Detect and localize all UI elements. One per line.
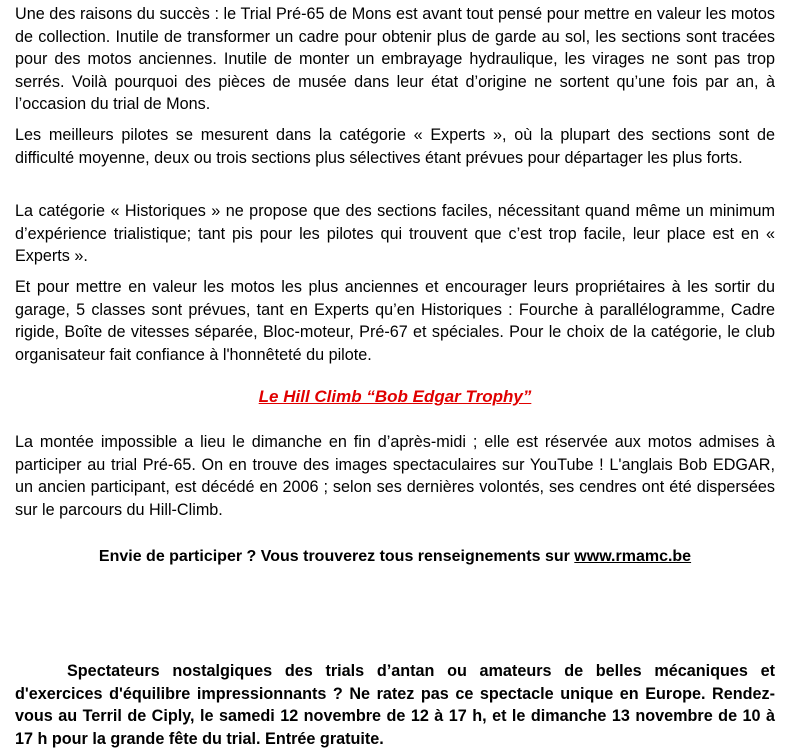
participation-call-to-action [0,548,790,566]
section-heading-hill-climb: Le Hill Climb “Bob Edgar Trophy” [258,387,532,406]
paragraph-success-reasons: Une des raisons du succès : le Trial Pré-65 de Mons est avant tout pensé pour mettre en valeur les motos de collection. Inutile de transformer un cadre pour obtenir plus de garde au sol, les sections sont tracées pour des motos anciennes. Inutile de monter un embrayage hydraulique, les virages ne sont pas trop serrés. Voilà pourquoi des pièces de musée dans leur état d’origine ne sortent qu’une fois par an, à l’occasion du trial de Mons. [15,5,775,113]
website-link[interactable]: www.rmamc.be [574,548,692,565]
paragraph-hill-climb: La montée impossible a lieu le dimanche en fin d’après-midi ; elle est réservée aux motos admises à participer au trial Pré-65. On en trouve des images spectaculaires sur YouTube ! L'anglais Bob EDGAR, un ancien participant, est décédé en 2006 ; selon ses dernières volontés, ses cendres ont été dispersées sur le parcours du Hill-Climb. [15,433,775,519]
cta-text: Envie de participer ? Vous trouverez tous renseignements sur [98,548,575,565]
paragraph-experts-category: Les meilleurs pilotes se mesurent dans la catégorie « Experts », où la plupart des sections sont de difficulté moyenne, deux ou trois sections plus sélectives étant prévues pour départager les plus forts. [15,126,775,167]
spectators-text: Spectateurs nostalgiques des trials d’antan ou amateurs de belles mécaniques et d'exercices d'équilibre impressionnants ? Ne ratez pas ce spectacle unique en Europe. Rendez-vous au Terril de Ciply, le samedi 12 novembre de 12 à 17 h, et le dimanche 13 novembre de 10 à 17 h pour la grande fête du trial. Entrée gratuite. [15,662,775,748]
spectators-paragraph [15,660,775,750]
paragraph-historiques-category: La catégorie « Historiques » ne propose que des sections faciles, nécessitant quand même un minimum d’expérience trialistique; tant pis pour les pilotes qui trouvent que c’est trop facile, leur place est en « Experts ». [15,202,775,265]
paragraph-classes: Et pour mettre en valeur les motos les plus anciennes et encourager leurs propriétaires à les sortir du garage, 5 classes sont prévues, tant en Experts qu’en Historiques : Fourche à parallélogramme, Cadre rigide, Boîte de vitesses séparée, Bloc-moteur, Pré-67 et spéciales. Pour le choix de la catégorie, le club organisateur fait confiance à l'honnêteté du pilote. [15,278,775,364]
